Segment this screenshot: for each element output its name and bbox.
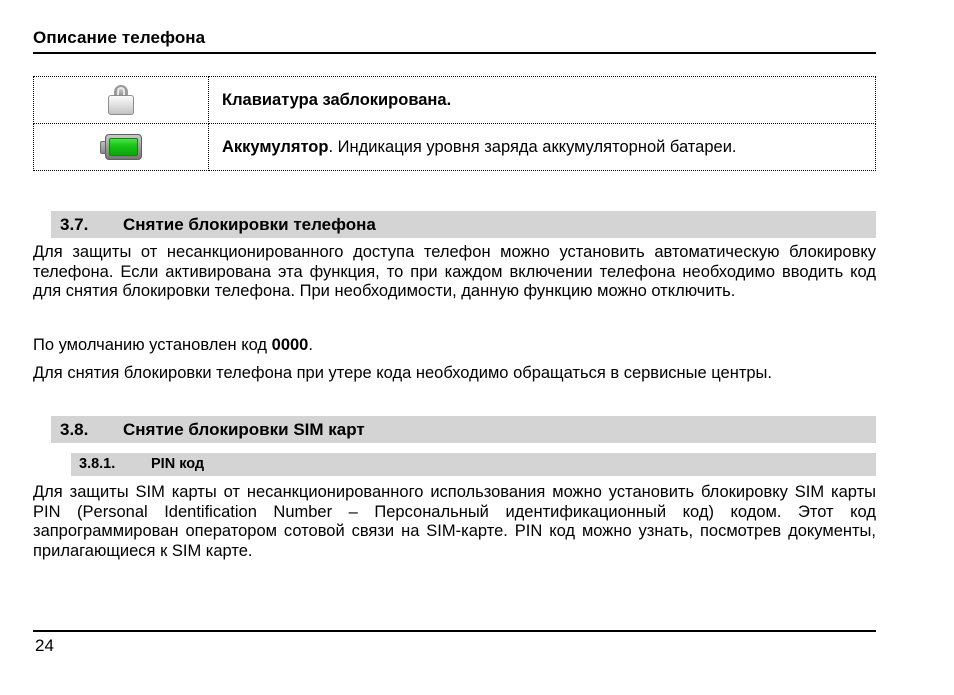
section-number: 3.7. xyxy=(60,215,89,234)
paragraph-default-code xyxy=(33,336,876,356)
icon-description-cell xyxy=(209,77,876,124)
section-number: 3.8. xyxy=(60,420,89,439)
header-title: Описание телефона xyxy=(33,28,206,47)
section-heading-3-8-1 xyxy=(71,453,876,476)
paragraph-default-code-before: По умолчанию установлен код xyxy=(33,336,272,354)
icon-description-rest: . Индикация уровня заряда аккумуляторной батареи. xyxy=(328,138,737,156)
icon-description-cell xyxy=(209,124,876,171)
page-number: 24 xyxy=(35,636,54,655)
section-heading-3-7 xyxy=(51,211,876,238)
section-title: Снятие блокировки телефона xyxy=(123,215,376,234)
table-row xyxy=(34,124,876,171)
icon-cell xyxy=(34,77,209,124)
battery-icon xyxy=(100,134,142,160)
running-header xyxy=(33,28,876,54)
battery-charge-fill xyxy=(109,138,138,156)
section-title: Снятие блокировки SIM карт xyxy=(123,420,365,439)
icon-cell xyxy=(34,124,209,171)
footer-divider xyxy=(33,630,876,632)
paragraph-service-centers: Для снятия блокировки телефона при утере кода необходимо обращаться в сервисные центры. xyxy=(33,364,773,382)
paragraph-phone-lock: Для защиты от несанкционированного доступа телефон можно установить автоматическую блокировку телефона. Если активирована эта функция, то при каждом включении телефона необходимо вводить код для снятия блокировки телефона. При необходимости, данную функцию можно отключить. xyxy=(33,243,876,300)
default-code-value: 0000 xyxy=(271,336,309,354)
table-row xyxy=(34,77,876,124)
padlock-body xyxy=(108,95,134,115)
paragraph-default-code-after: . xyxy=(308,336,313,354)
padlock-icon xyxy=(107,85,135,115)
icon-description-bold: Аккумулятор xyxy=(222,138,329,156)
paragraph-pin-code: Для защиты SIM карты от несанкционированного использования можно установить блокировку SIM карты PIN (Personal Identification Number – Персональный идентификационный код) кодом. Этот код запрограммирован оператором сотовой связи на SIM-карте. PIN код можно узнать, посмотрев документы, прилагающиеся к SIM карте. xyxy=(33,483,876,560)
section-number: 3.8.1. xyxy=(79,456,116,472)
section-title: PIN код xyxy=(151,456,205,472)
icon-legend-table xyxy=(33,76,876,171)
header-divider xyxy=(33,52,876,54)
section-heading-3-8 xyxy=(51,416,876,443)
icon-description-bold: Клавиатура заблокирована. xyxy=(222,91,452,109)
